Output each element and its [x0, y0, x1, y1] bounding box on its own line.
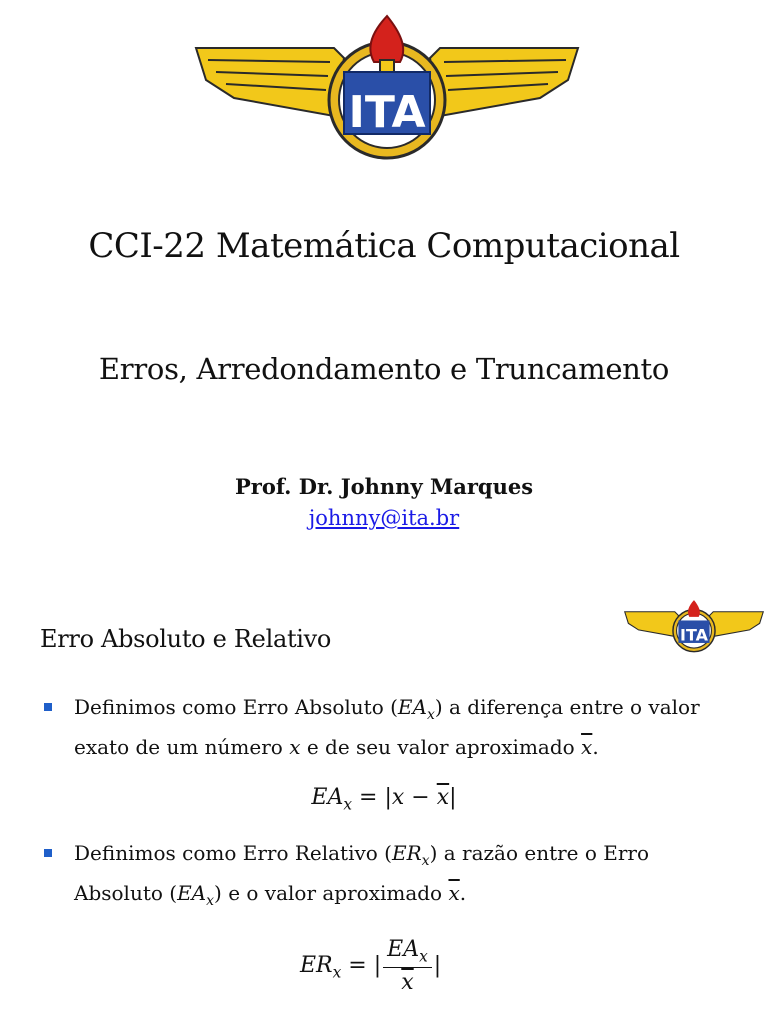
bullet-square-icon	[44, 849, 52, 857]
author-name: Prof. Dr. Johnny Marques	[234, 474, 534, 499]
email-link[interactable]: johnny@ita.br	[308, 506, 460, 530]
author-email	[0, 506, 768, 530]
ita-logo-small	[624, 597, 764, 657]
absolute-error-formula: $EA_x = |x - \overline{x}|$	[311, 785, 457, 814]
svg-text:ITA: ITA	[680, 625, 708, 645]
presentation-subtitle: Erros, Arredondamento e Truncamento	[98, 352, 670, 386]
bullet-relative-error: Definimos como Erro Relativo $(ER_x)$ a razão entre o Erro Absoluto $(EA_x)$ e o valor aproximado $\overline{x}$.	[44, 837, 744, 917]
ita-logo	[194, 14, 580, 166]
fraction: $\frac{EA_x}{x}$	[383, 937, 432, 995]
presentation-title: CCI-22 Matemática Computacional	[88, 226, 680, 266]
bullet-absolute-error: Definimos como Erro Absoluto $(EA_x)$ a diferença entre o valor exato de um número x e de seu valor aproximado $\overline{x}$.	[44, 691, 744, 763]
logo-lettering: ITA	[348, 87, 426, 138]
content-slide	[0, 575, 768, 1024]
relative-error-formula: $ER_x$ = | $\frac{EA_x}{x}$ |	[300, 937, 442, 996]
section-title: Erro Absoluto e Relativo	[40, 625, 332, 653]
bullet-square-icon	[44, 703, 52, 711]
